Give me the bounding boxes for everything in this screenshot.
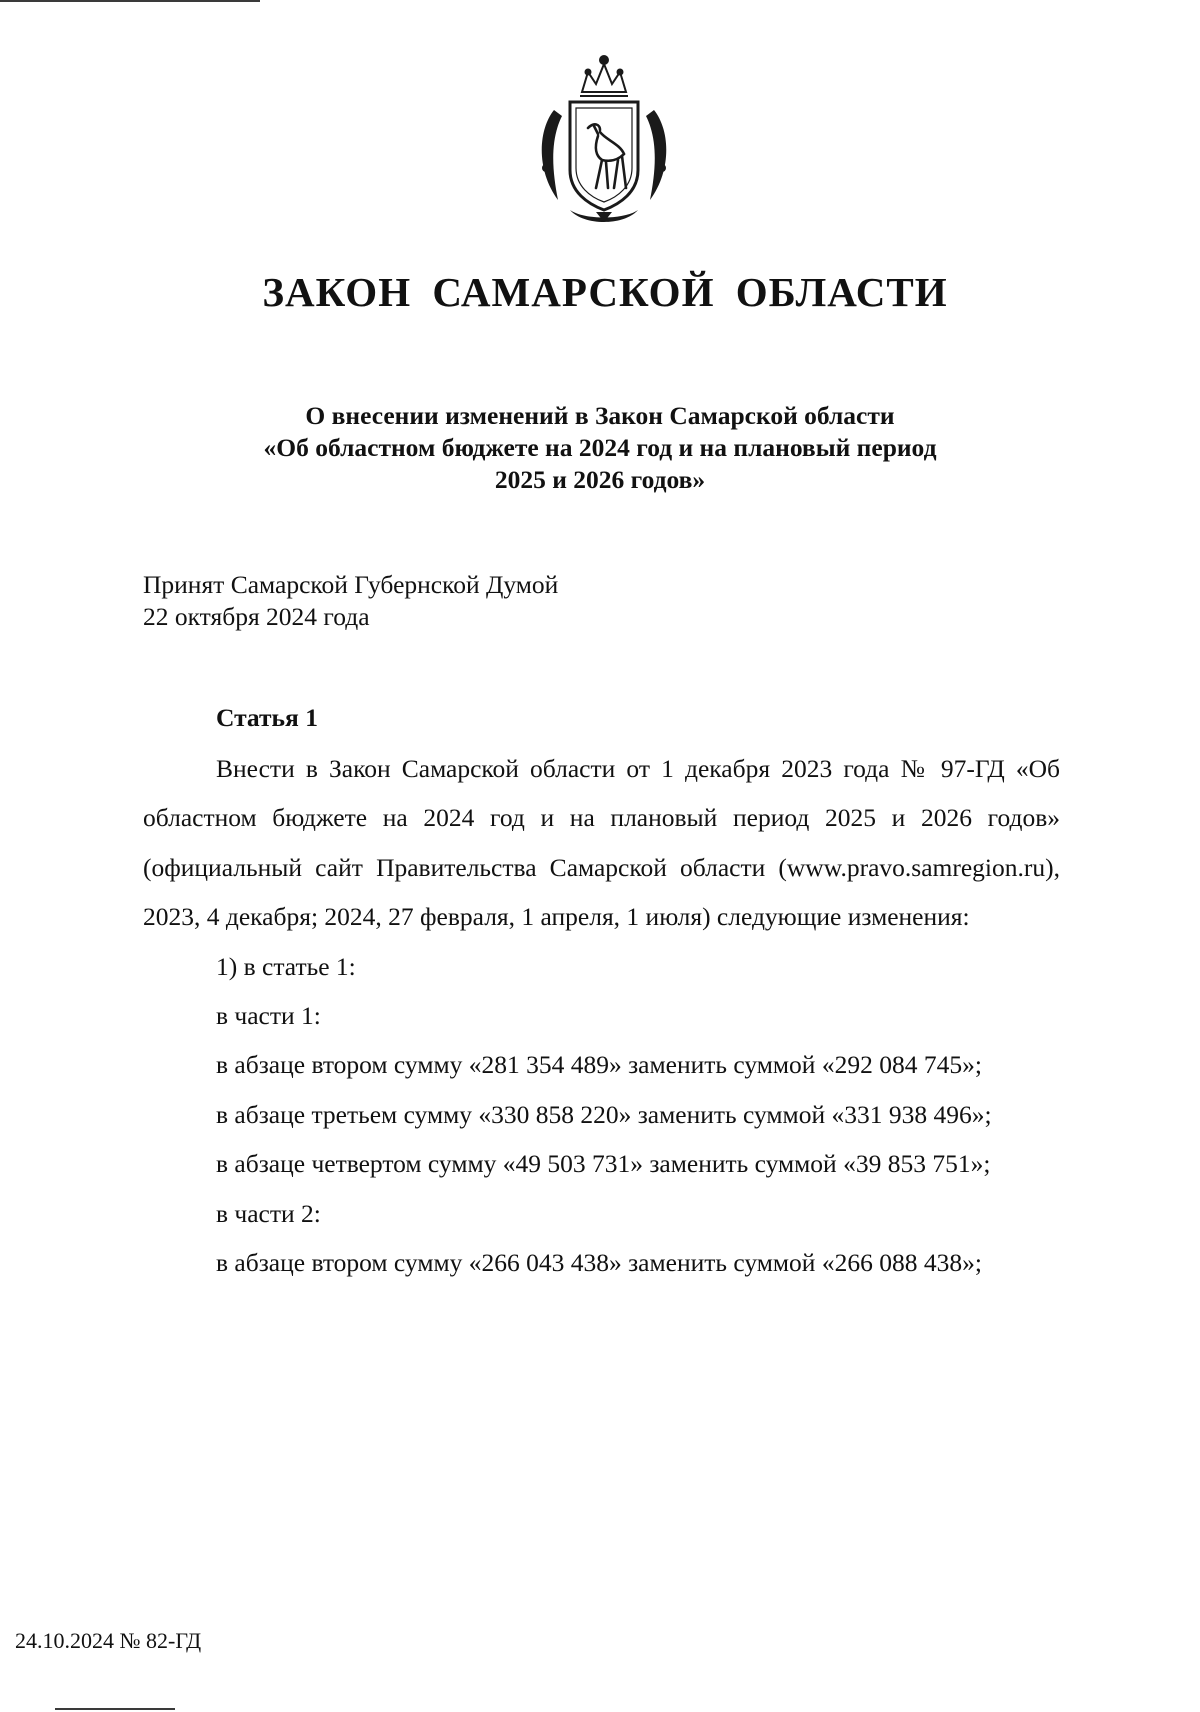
article-paragraph: в абзаце втором сумму «281 354 489» заменить суммой «292 084 745»; xyxy=(216,1050,982,1080)
article-paragraph: в абзаце втором сумму «266 043 438» заменить суммой «266 088 438»; xyxy=(216,1248,982,1278)
article-paragraph: Внести в Закон Самарской области от 1 декабря 2023 года № 97-ГД «Об областном бюджете на 2024 год и на плановый период 2025 и 2026 годов» (официальный сайт Правительства Самарской области (www.pravo.samregion.ru), 2023, 4 декабря; 2024, 27 февраля, 1 апреля, 1 июля) следующие изменения: xyxy=(143,754,1060,932)
coat-of-arms-emblem xyxy=(524,50,684,230)
article-heading: Статья 1 xyxy=(216,703,318,732)
adoption-body: Принят Самарской Губернской Думой xyxy=(143,570,559,599)
article-paragraph: в абзаце третьем сумму «330 858 220» заменить суммой «331 938 496»; xyxy=(216,1099,992,1129)
subtitle-line: «Об областном бюджете на 2024 год и на плановый период xyxy=(263,433,937,462)
article-paragraph: в части 2: xyxy=(216,1198,321,1228)
law-subtitle xyxy=(150,400,1050,496)
adoption-date: 22 октября 2024 года xyxy=(143,602,370,631)
subtitle-line: О внесении изменений в Закон Самарской области xyxy=(305,401,895,430)
article-paragraph: в абзаце четвертом сумму «49 503 731» заменить суммой «39 853 751»; xyxy=(216,1149,991,1179)
article-paragraph: 1) в статье 1: xyxy=(216,951,356,981)
article-body xyxy=(143,744,1060,1287)
scan-edge-line-top xyxy=(0,0,260,2)
law-title: ЗАКОН САМАРСКОЙ ОБЛАСТИ xyxy=(262,269,948,315)
article-paragraph: в части 1: xyxy=(216,1001,321,1031)
adoption-info xyxy=(143,569,558,633)
document-registration-stamp: 24.10.2024 № 82-ГД xyxy=(15,1628,202,1653)
scan-edge-line-bottom xyxy=(55,1708,175,1710)
subtitle-line: 2025 и 2026 годов» xyxy=(494,465,706,494)
